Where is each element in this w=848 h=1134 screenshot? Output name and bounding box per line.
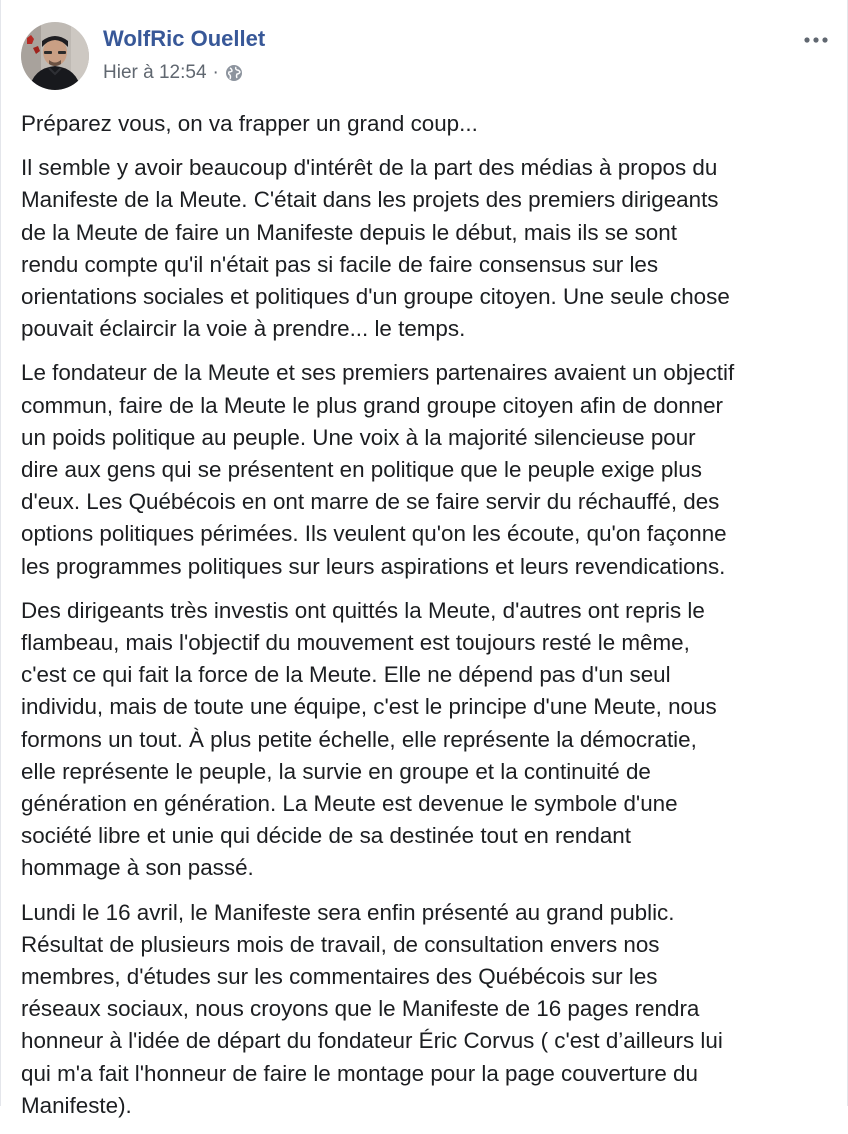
post-header [21, 22, 835, 94]
post-paragraph: Lundi le 16 avril, le Manifeste sera enfin présenté au grand public. Résultat de plusieurs mois de travail, de consultation envers nos membres, d'études sur les commentaires des Québécois sur les réseaux sociaux, nous croyons que le Manifeste de 16 pages rendra honneur à l'idée de départ du fondateur Éric Corvus ( c'est d’ailleurs lui qui m'a fait l'honneur de faire le montage pour la page couverture du Manifeste). [21, 899, 723, 1118]
avatar[interactable] [21, 22, 89, 90]
post-paragraph: Il semble y avoir beaucoup d'intérêt de la part des médias à propos du Manifeste de la Meute. C'était dans les projets des premiers dirigeants de la Meute de faire un Manifeste depuis le début, mais ils se sont rendu compte qu'il n'était pas si facile de faire consensus sur les orientations sociales et politiques d'un groupe citoyen. Une seule chose pouvait éclaircir la voie à prendre... le temps. [21, 155, 730, 342]
post-meta [103, 62, 243, 84]
author-name-link[interactable]: WolfRic Ouellet [103, 26, 266, 51]
post-paragraph: Préparez vous, on va frapper un grand coup... [21, 111, 478, 136]
post-paragraph: Des dirigeants très investis ont quittés la Meute, d'autres ont repris le flambeau, mais l'objectif du mouvement est toujours resté le même, c'est ce qui fait la force de la Meute. Elle ne dépend pas d'un seul individu, mais de toute une équipe, c'est le principe d'une Meute, nous formons un tout. À plus petite échelle, elle représente la démocratie, elle représente le peuple, la survie en groupe et la continuité de génération en génération. La Meute est devenue le symbole d'une société libre et unie qui décide de sa destinée tout en rendant hommage à son passé. [21, 597, 717, 881]
more-options-icon[interactable] [799, 26, 833, 54]
post-paragraph: Le fondateur de la Meute et ses premiers partenaires avaient un objectif commun, faire de la Meute le plus grand groupe citoyen afin de donner un poids politique au peuple. Une voix à la majorité silencieuse pour dire aux gens qui se présentent en politique que le peuple exige plus d'eux. Les Québécois en ont marre de se faire servir du réchauffé, des options politiques périmées. Ils veulent qu'on les écoute, qu'on façonne les programmes politiques sur leurs aspirations et leurs revendications. [21, 360, 735, 579]
avatar-photo [21, 22, 89, 90]
post-body [21, 108, 833, 1134]
meta-separator: · [212, 62, 219, 83]
post-timestamp[interactable]: Hier à 12:54 [103, 62, 207, 83]
globe-icon[interactable] [225, 64, 243, 82]
